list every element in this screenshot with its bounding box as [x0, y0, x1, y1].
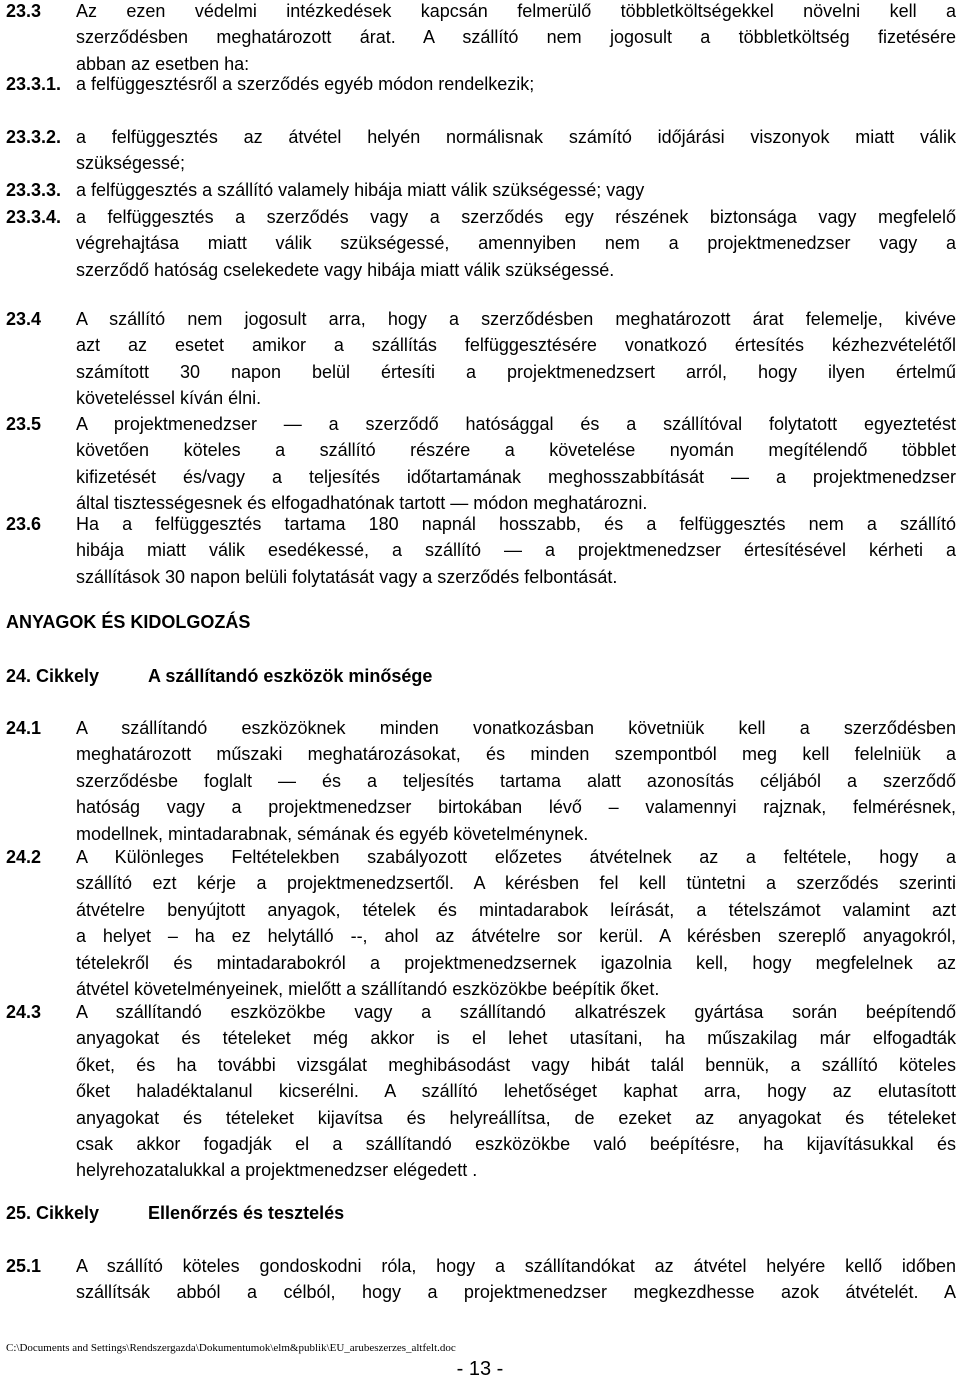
section-number: 23.3.4.: [6, 207, 62, 227]
text-line: modellnek, mintadarabnak, sémának és egyéb követelménynek.: [76, 823, 589, 844]
text-line: kifizetését és/vagy a teljesítés időtartamának meghosszabbítását — a projektmenedzser: [76, 466, 956, 487]
text-line: A Különleges Feltételekben szabályozott előzetes átvételnek az a feltétele, hogy a: [76, 847, 956, 867]
text-line: A szállító nem jogosult arra, hogy a szerződésben meghatározott árat felemelje, kivéve: [76, 309, 956, 329]
section-text: [76, 411, 956, 517]
text-line: A szállító köteles gondoskodni róla, hogy a szállítandókat az átvétel helyére kellő időben: [76, 1256, 956, 1276]
article-24-title: A szállítandó eszközök minősége: [148, 666, 433, 686]
section-text: [76, 177, 956, 203]
section-number: 24.2: [6, 847, 42, 867]
article-24-number: 24. Cikkely: [6, 666, 100, 686]
text-line: A projektmenedzser — a szerződő hatósággal és a szállítóval folytatott egyeztetést: [76, 414, 956, 434]
text-line: követően köteles a szállító részére a követelése nyomán megítélendő többlet: [76, 440, 956, 461]
footer-file-path: C:\Documents and Settings\Rendszergazda\Dokumentumok\elm&publik\EU_arubeszerzes_altfelt.doc: [6, 1342, 456, 1354]
text-line: hibája miatt válik esedékessé, a szállító — a projektmenedzser értesítésével kérheti a: [76, 540, 956, 561]
text-line: végrehajtása miatt válik szükségessé, amennyiben nem a projektmenedzser vagy a: [76, 233, 956, 254]
text-line: által tisztességesnek és elfogadhatónak tartott — módon meghatározni.: [76, 493, 648, 514]
text-line: szállítások 30 napon belüli folytatását vagy a szerződés felbontását.: [76, 566, 618, 587]
text-line: szerződésbe foglalt — és a teljesítés tartama alatt azonosítás céljából a szerződő: [76, 770, 956, 791]
section-number: 23.3.3.: [6, 180, 62, 200]
section-number: 24.1: [6, 718, 42, 738]
section-number: 25.1: [6, 1256, 42, 1276]
section-text: [76, 1253, 956, 1306]
text-line: szállító ezt kérje a projektmenedzsertől. A kérésben fel kell tüntetni a szerződés szerinti: [76, 873, 956, 894]
text-line: átvételre benyújtott anyagok, tételek és mintadarabok leírását, a tételszámot valamint azt: [76, 899, 956, 920]
section-23-3: [0, 0, 960, 78]
text-line: őket haladéktalanul kicserélni. A szállító lehetőséget kaphat arra, hogy az elutasított: [76, 1081, 956, 1102]
text-line: anyagokat és tételeket kijavítsa és helyreállítsa, de ezeket az anyagokat és tételeket: [76, 1107, 956, 1128]
text-line: anyagokat és tételeket még akkor is el lehet utasítani, ha műszakilag már elfogadták: [76, 1028, 956, 1049]
text-line: Ha a felfüggesztés tartama 180 napnál hosszabb, és a felfüggesztés nem a szállító: [76, 514, 956, 534]
section-text: [76, 511, 956, 590]
text-line: csak akkor fogadják el a szállítandó eszközökbe való beépítésre, ha kijavításukkal és: [76, 1134, 956, 1155]
text-line: A szállítandó eszközökbe vagy a szállítandó alkatrészek gyártása során beépítendő: [76, 1002, 956, 1022]
text-line: azt az esetet amikor a szállítás felfüggesztésére vonatkozó értesítés kézhezvételétől: [76, 335, 956, 356]
text-line: a felfüggesztés a szállító valamely hibája miatt válik szükségessé; vagy: [76, 180, 645, 200]
article-25-title: Ellenőrzés és tesztelés: [148, 1203, 345, 1223]
text-line: Az ezen védelmi intézkedések kapcsán felmerülő többletköltségekkel növelni kell a: [76, 1, 956, 21]
section-text: [76, 844, 956, 1002]
text-line: követeléssel kíván élni.: [76, 388, 262, 409]
section-text: [76, 999, 956, 1184]
text-line: A szállítandó eszközöknek minden vonatkozásban követniük kell a szerződésben: [76, 718, 956, 738]
text-line: helyrehozatalukkal a projektmenedzser elégedett .: [76, 1160, 478, 1181]
text-line: szükségessé;: [76, 153, 186, 174]
section-number: 23.3.2.: [6, 127, 62, 147]
heading-materials: ANYAGOK ÉS KIDOLGOZÁS: [6, 612, 251, 632]
text-line: átvétel követelményeinek, mielőtt a szállítandó eszközökbe beépítik őket.: [76, 979, 660, 1000]
text-line: a felfüggesztésről a szerződés egyéb módon rendelkezik;: [76, 74, 535, 94]
section-text: [76, 124, 956, 177]
section-number: 23.3.1.: [6, 74, 62, 94]
section-text: [76, 0, 956, 77]
text-line: a felfüggesztés az átvétel helyén normálisnak számító időjárási viszonyok miatt válik: [76, 127, 956, 147]
section-text: [76, 306, 956, 412]
text-line: őket, és ha további vizsgálat meghibásodást vagy hibát talál bennük, a szállító köteles: [76, 1054, 956, 1075]
page-number: - 13 -: [456, 1358, 504, 1380]
text-line: hatóság vagy a projektmenedzser birtokában lévő – valamennyi rajznak, felmérésnek,: [76, 797, 956, 818]
section-text: [76, 204, 956, 283]
section-text: [76, 715, 956, 847]
article-25-number: 25. Cikkely: [6, 1203, 100, 1223]
section-number: 23.6: [6, 514, 42, 534]
section-number: 23.4: [6, 309, 42, 329]
text-line: meghatározott műszaki meghatározásokat, és minden szempontból meg kell felelniük a: [76, 744, 956, 765]
section-number: 24.3: [6, 1002, 42, 1022]
text-line: tételekről és mintadarabokról a projektmenedzsernek igazolnia kell, hogy megfelelnek az: [76, 952, 956, 973]
text-line: szállítsák abból a célból, hogy a projektmenedzser megkezdhesse azok átvételét. A: [76, 1282, 956, 1303]
text-line: abban az esetben ha:: [76, 53, 250, 74]
text-line: szerződő hatóság cselekedete vagy hibája miatt válik szükségessé.: [76, 259, 615, 280]
text-line: a helyet – ha ez helytálló --, ahol az átvételre sor kerül. A kérésben szereplő anyagokról,: [76, 926, 956, 947]
text-line: szerződésben meghatározott árat. A szállító nem jogosult a többletköltség fizetésére: [76, 27, 956, 48]
text-line: a felfüggesztés a szerződés vagy a szerződés egy részének biztonsága vagy megfelelő: [76, 207, 956, 227]
section-number: 23.5: [6, 414, 42, 434]
section-text: [76, 71, 956, 97]
section-number: 23.3: [6, 1, 42, 21]
text-line: számított 30 napon belül értesíti a projektmenedzsert arról, hogy ilyen értelmű: [76, 361, 956, 382]
